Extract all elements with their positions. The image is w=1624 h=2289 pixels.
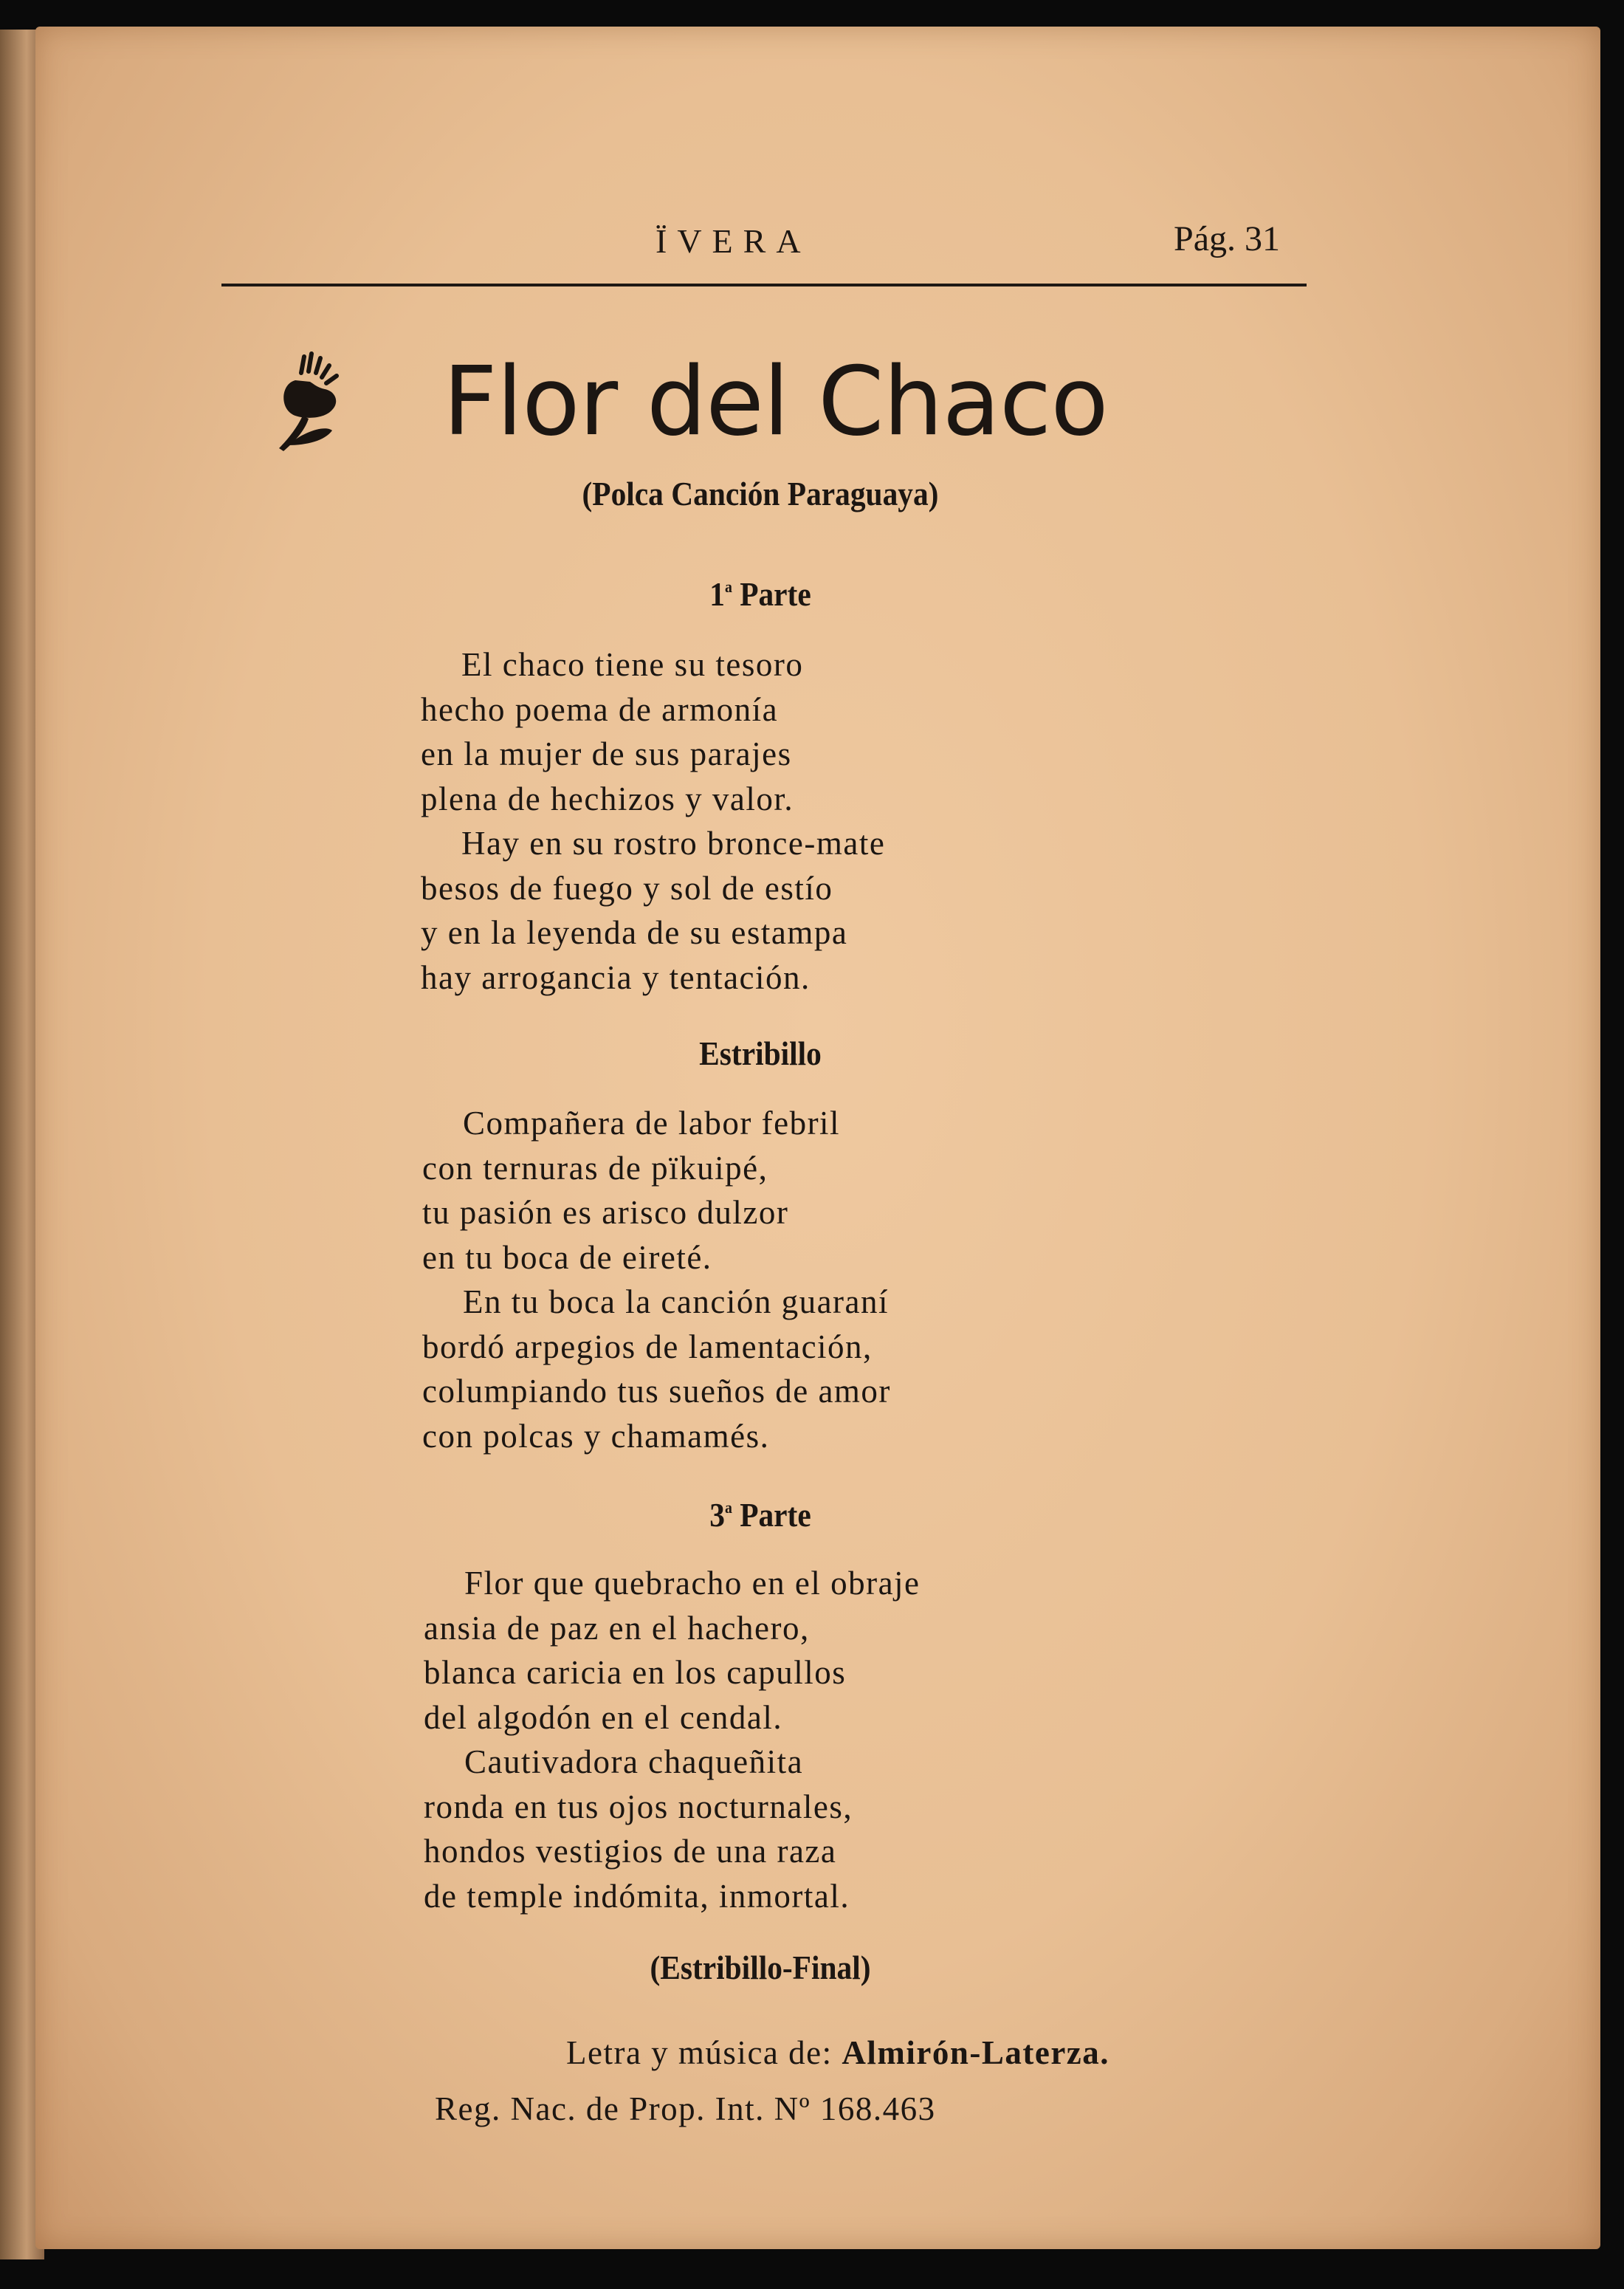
verse-line: en tu boca de eireté. [422,1238,712,1276]
registration: Reg. Nac. de Prop. Int. Nº 168.463 [435,2090,936,2127]
credits [566,2031,1109,2076]
verse-line: Cautivadora chaqueñita [464,1743,804,1780]
song-title: Flor del Chaco [443,347,1108,457]
verse-line: del algodón en el cendal. [424,1698,783,1736]
heading-ordinal: a [724,1498,732,1517]
verse-3 [424,1561,921,1918]
final-note: (Estribillo-Final) [650,1949,871,1986]
section-heading-estribillo: Estribillo [699,1034,822,1072]
verse-line: En tu boca la canción guaraní [463,1283,890,1320]
verse-line: besos de fuego y sol de estío [421,869,833,907]
verse-line: tu pasión es arisco dulzor [422,1194,789,1231]
verse-line: hecho poema de armonía [421,690,779,728]
verse-line: con ternuras de pïkuipé, [422,1149,768,1187]
verse-line: bordó arpegios de lamentación, [422,1328,873,1365]
heading-number: 1 [709,575,725,613]
heading-number: 3 [709,1496,725,1534]
subtitle: (Polca Canción Paraguaya) [582,475,939,512]
verse-line: blanca caricia en los capullos [424,1654,847,1691]
header-rule [221,284,1307,286]
section-heading-1 [76,574,1445,614]
verse-line: hay arrogancia y tentación. [421,958,811,996]
heading-ordinal: a [724,577,732,596]
verse-line: y en la leyenda de su estampa [421,914,848,951]
verse-line: Flor que quebracho en el obraje [464,1565,921,1602]
heading-word: Parte [740,575,811,613]
verse-line: ronda en tus ojos nocturnales, [424,1788,853,1825]
flower-icon [273,351,358,454]
section-heading-3 [76,1495,1445,1534]
verse-line: en la mujer de sus parajes [421,735,792,772]
verse-line: plena de hechizos y valor. [421,780,794,817]
running-title: ÏVERA [656,222,811,260]
verse-line: con polcas y chamamés. [422,1417,770,1455]
verse-line: Hay en su rostro bronce-mate [461,825,886,862]
verse-line: de temple indómita, inmortal. [424,1877,850,1915]
verse-line: ansia de paz en el hachero, [424,1609,810,1647]
heading-word: Parte [740,1496,811,1534]
credits-authors: Almirón-Laterza. [842,2034,1110,2071]
verse-1 [421,642,885,1000]
credits-label: Letra y música de: [566,2034,833,2071]
verse-line: El chaco tiene su tesoro [461,646,804,683]
page-number: Pág. 31 [1174,219,1280,258]
verse-line: hondos vestigios de una raza [424,1833,837,1870]
verse-line: Compañera de labor febril [463,1105,841,1142]
verse-estribillo [422,1101,891,1458]
verse-line: columpiando tus sueños de amor [422,1373,891,1410]
